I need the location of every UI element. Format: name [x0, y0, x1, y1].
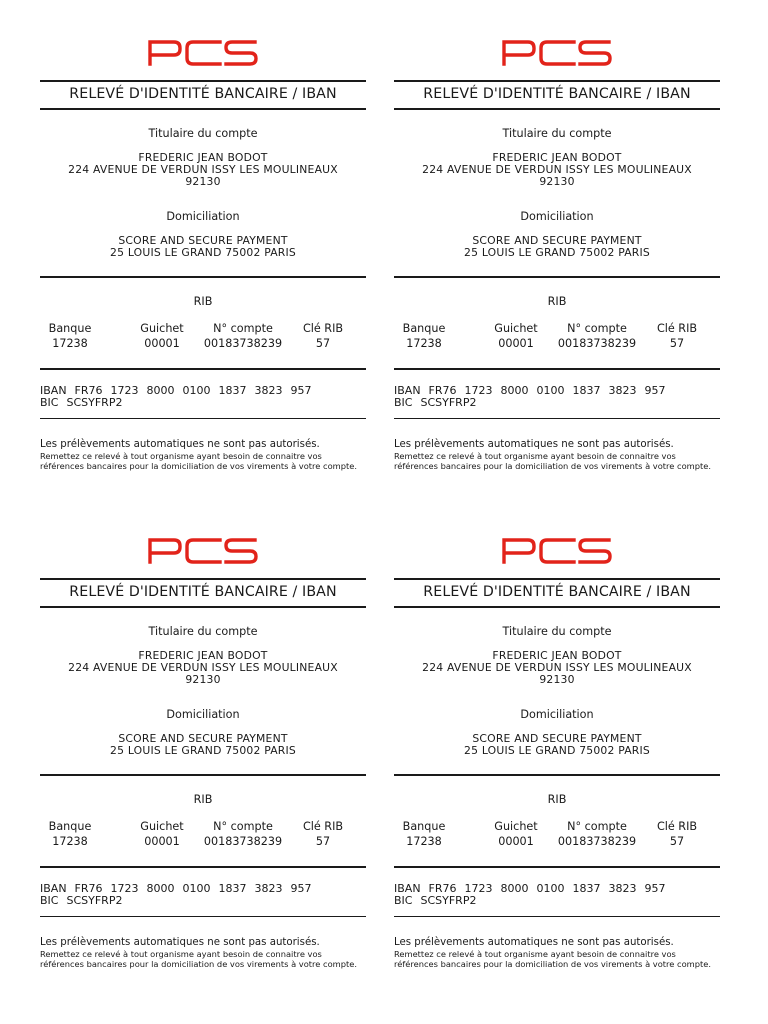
title-rule	[40, 606, 366, 608]
domiciliation-rule	[394, 276, 720, 278]
iban-group: 1723	[110, 384, 139, 397]
iban-group: 957	[290, 384, 312, 397]
holder-name: FREDERIC JEAN BODOT	[138, 151, 268, 164]
notice-main: Les prélèvements automatiques ne sont pas autorisés.	[40, 937, 320, 948]
notice-detail: Remettez ce relevé à tout organisme ayant besoin de connaitre vos références bancaires pour la domiciliation de vos virements à votre compte.	[394, 949, 712, 969]
bank-address: 25 LOUIS LE GRAND 75002 PARIS	[464, 744, 650, 757]
holder-label: Titulaire du compte	[148, 127, 258, 140]
rib-col-value: 00001	[498, 337, 534, 350]
rib-card	[394, 500, 720, 970]
logo-text	[258, 38, 259, 39]
iban-group: 8000	[500, 384, 529, 397]
iban-group: 1837	[218, 384, 247, 397]
notice-main: Les prélèvements automatiques ne sont pas autorisés.	[40, 439, 320, 450]
iban-group: 3823	[254, 882, 283, 895]
top-rule	[40, 578, 366, 580]
rib-col-banque	[398, 321, 450, 351]
bank-address: 25 LOUIS LE GRAND 75002 PARIS	[464, 246, 650, 259]
bic-line	[40, 895, 130, 907]
rib-col-header: Banque	[48, 322, 92, 335]
rib-label: RIB	[547, 793, 567, 806]
iban-group: FR76	[74, 882, 103, 895]
bic-line	[394, 397, 484, 409]
rib-col-header: Clé RIB	[656, 322, 698, 335]
bic-value: SCSYFRP2	[420, 396, 477, 409]
rib-col-header: Guichet	[140, 322, 184, 335]
top-rule	[40, 80, 366, 82]
rib-col-value: 17238	[52, 337, 88, 350]
top-rule	[394, 80, 720, 82]
iban-group: 8000	[146, 882, 175, 895]
pcs-logo	[148, 38, 258, 66]
rib-rule	[40, 866, 366, 868]
holder-address: 224 AVENUE DE VERDUN ISSY LES MOULINEAUX	[422, 163, 692, 176]
rib-col-compte	[554, 819, 640, 849]
rib-col-cle	[296, 321, 350, 351]
domiciliation-label: Domiciliation	[166, 708, 240, 721]
bank-address: 25 LOUIS LE GRAND 75002 PARIS	[110, 744, 296, 757]
iban-label: IBAN	[394, 384, 421, 397]
bic-label: BIC	[40, 894, 59, 907]
domiciliation-label: Domiciliation	[166, 210, 240, 223]
iban-label: IBAN	[40, 882, 67, 895]
iban-group: FR76	[428, 882, 457, 895]
rib-col-value: 00001	[144, 835, 180, 848]
domiciliation-label: Domiciliation	[520, 210, 594, 223]
title-rule	[394, 108, 720, 110]
rib-col-value: 17238	[406, 337, 442, 350]
iban-group: 0100	[536, 882, 565, 895]
rib-col-value: 17238	[52, 835, 88, 848]
rib-col-guichet	[134, 819, 190, 849]
bic-label: BIC	[394, 396, 413, 409]
iban-label: IBAN	[40, 384, 67, 397]
iban-group: 8000	[146, 384, 175, 397]
rib-col-cle	[650, 819, 704, 849]
holder-postcode: 92130	[539, 673, 575, 686]
rib-title: RELEVÉ D'IDENTITÉ BANCAIRE / IBAN	[423, 584, 691, 600]
rib-col-header: Guichet	[494, 322, 538, 335]
notice-detail: Remettez ce relevé à tout organisme ayant besoin de connaitre vos références bancaires pour la domiciliation de vos virements à votre compte.	[40, 949, 358, 969]
rib-col-banque	[44, 819, 96, 849]
bank-name: SCORE AND SECURE PAYMENT	[118, 732, 288, 745]
bic-line	[40, 397, 130, 409]
bic-line	[394, 895, 484, 907]
rib-rule	[394, 866, 720, 868]
rib-col-value: 57	[315, 337, 331, 350]
iban-label: IBAN	[394, 882, 421, 895]
rib-label: RIB	[193, 793, 213, 806]
rib-col-header: Banque	[402, 820, 446, 833]
notice-main: Les prélèvements automatiques ne sont pas autorisés.	[394, 439, 674, 450]
holder-label: Titulaire du compte	[502, 625, 612, 638]
iban-group: 1723	[464, 384, 493, 397]
holder-postcode: 92130	[539, 175, 575, 188]
rib-label: RIB	[547, 295, 567, 308]
bic-label: BIC	[40, 396, 59, 409]
holder-name: FREDERIC JEAN BODOT	[138, 649, 268, 662]
rib-col-compte	[200, 819, 286, 849]
iban-group: 8000	[500, 882, 529, 895]
rib-col-header: Banque	[402, 322, 446, 335]
top-rule	[394, 578, 720, 580]
logo-text	[612, 536, 613, 537]
title-rule	[40, 108, 366, 110]
rib-title: RELEVÉ D'IDENTITÉ BANCAIRE / IBAN	[423, 86, 691, 102]
rib-col-compte	[200, 321, 286, 351]
pcs-logo	[502, 536, 612, 564]
iban-group: 957	[644, 882, 666, 895]
iban-group: 0100	[182, 882, 211, 895]
notice-main: Les prélèvements automatiques ne sont pas autorisés.	[394, 937, 674, 948]
bic-value: SCSYFRP2	[66, 396, 123, 409]
iban-rule	[394, 418, 720, 419]
bank-name: SCORE AND SECURE PAYMENT	[472, 234, 642, 247]
rib-col-value: 00001	[144, 337, 180, 350]
rib-col-guichet	[488, 321, 544, 351]
rib-col-header: Clé RIB	[302, 820, 344, 833]
rib-col-banque	[398, 819, 450, 849]
pcs-logo-icon	[148, 38, 258, 66]
iban-group: 0100	[536, 384, 565, 397]
domiciliation-rule	[40, 276, 366, 278]
rib-card	[40, 2, 366, 472]
rib-card	[40, 500, 366, 970]
rib-col-value: 57	[315, 835, 331, 848]
iban-group: FR76	[428, 384, 457, 397]
iban-group: 1723	[464, 882, 493, 895]
holder-address: 224 AVENUE DE VERDUN ISSY LES MOULINEAUX	[422, 661, 692, 674]
rib-col-banque	[44, 321, 96, 351]
pcs-logo-icon	[148, 536, 258, 564]
iban-group: 957	[290, 882, 312, 895]
rib-col-header: N° compte	[213, 322, 273, 335]
rib-label: RIB	[193, 295, 213, 308]
rib-col-guichet	[488, 819, 544, 849]
pcs-logo-icon	[502, 536, 612, 564]
rib-col-header: N° compte	[213, 820, 273, 833]
notice-detail: Remettez ce relevé à tout organisme ayant besoin de connaitre vos références bancaires pour la domiciliation de vos virements à votre compte.	[394, 451, 712, 471]
iban-group: 1837	[218, 882, 247, 895]
holder-name: FREDERIC JEAN BODOT	[492, 151, 622, 164]
rib-col-header: N° compte	[567, 322, 627, 335]
bic-value: SCSYFRP2	[66, 894, 123, 907]
bic-label: BIC	[394, 894, 413, 907]
holder-address: 224 AVENUE DE VERDUN ISSY LES MOULINEAUX	[68, 661, 338, 674]
iban-rule	[40, 916, 366, 917]
bic-value: SCSYFRP2	[420, 894, 477, 907]
rib-col-header: Clé RIB	[656, 820, 698, 833]
domiciliation-rule	[394, 774, 720, 776]
rib-col-value: 57	[669, 835, 685, 848]
rib-col-value: 00183738239	[557, 337, 637, 350]
rib-col-header: Clé RIB	[302, 322, 344, 335]
iban-rule	[394, 916, 720, 917]
iban-group: 3823	[254, 384, 283, 397]
rib-col-value: 00001	[498, 835, 534, 848]
rib-col-cle	[296, 819, 350, 849]
bank-name: SCORE AND SECURE PAYMENT	[118, 234, 288, 247]
rib-col-guichet	[134, 321, 190, 351]
rib-title: RELEVÉ D'IDENTITÉ BANCAIRE / IBAN	[69, 584, 337, 600]
holder-label: Titulaire du compte	[148, 625, 258, 638]
rib-col-value: 17238	[406, 835, 442, 848]
rib-col-cle	[650, 321, 704, 351]
holder-name: FREDERIC JEAN BODOT	[492, 649, 622, 662]
domiciliation-rule	[40, 774, 366, 776]
pcs-logo-icon	[502, 38, 612, 66]
rib-col-value: 00183738239	[557, 835, 637, 848]
iban-group: 1723	[110, 882, 139, 895]
rib-title: RELEVÉ D'IDENTITÉ BANCAIRE / IBAN	[69, 86, 337, 102]
rib-col-header: Guichet	[140, 820, 184, 833]
logo-text	[258, 536, 259, 537]
holder-postcode: 92130	[185, 175, 221, 188]
iban-group: 0100	[182, 384, 211, 397]
rib-col-header: N° compte	[567, 820, 627, 833]
iban-group: FR76	[74, 384, 103, 397]
rib-col-compte	[554, 321, 640, 351]
title-rule	[394, 606, 720, 608]
iban-group: 957	[644, 384, 666, 397]
notice-detail: Remettez ce relevé à tout organisme ayant besoin de connaitre vos références bancaires pour la domiciliation de vos virements à votre compte.	[40, 451, 358, 471]
iban-group: 3823	[608, 882, 637, 895]
domiciliation-label: Domiciliation	[520, 708, 594, 721]
pcs-logo	[502, 38, 612, 66]
holder-postcode: 92130	[185, 673, 221, 686]
bank-name: SCORE AND SECURE PAYMENT	[472, 732, 642, 745]
holder-address: 224 AVENUE DE VERDUN ISSY LES MOULINEAUX	[68, 163, 338, 176]
bank-address: 25 LOUIS LE GRAND 75002 PARIS	[110, 246, 296, 259]
rib-col-header: Guichet	[494, 820, 538, 833]
rib-col-value: 00183738239	[203, 337, 283, 350]
rib-col-header: Banque	[48, 820, 92, 833]
iban-group: 1837	[572, 882, 601, 895]
rib-rule	[40, 368, 366, 370]
logo-text	[612, 38, 613, 39]
rib-rule	[394, 368, 720, 370]
iban-rule	[40, 418, 366, 419]
pcs-logo	[148, 536, 258, 564]
iban-group: 3823	[608, 384, 637, 397]
holder-label: Titulaire du compte	[502, 127, 612, 140]
rib-col-value: 00183738239	[203, 835, 283, 848]
rib-card	[394, 2, 720, 472]
iban-group: 1837	[572, 384, 601, 397]
rib-col-value: 57	[669, 337, 685, 350]
